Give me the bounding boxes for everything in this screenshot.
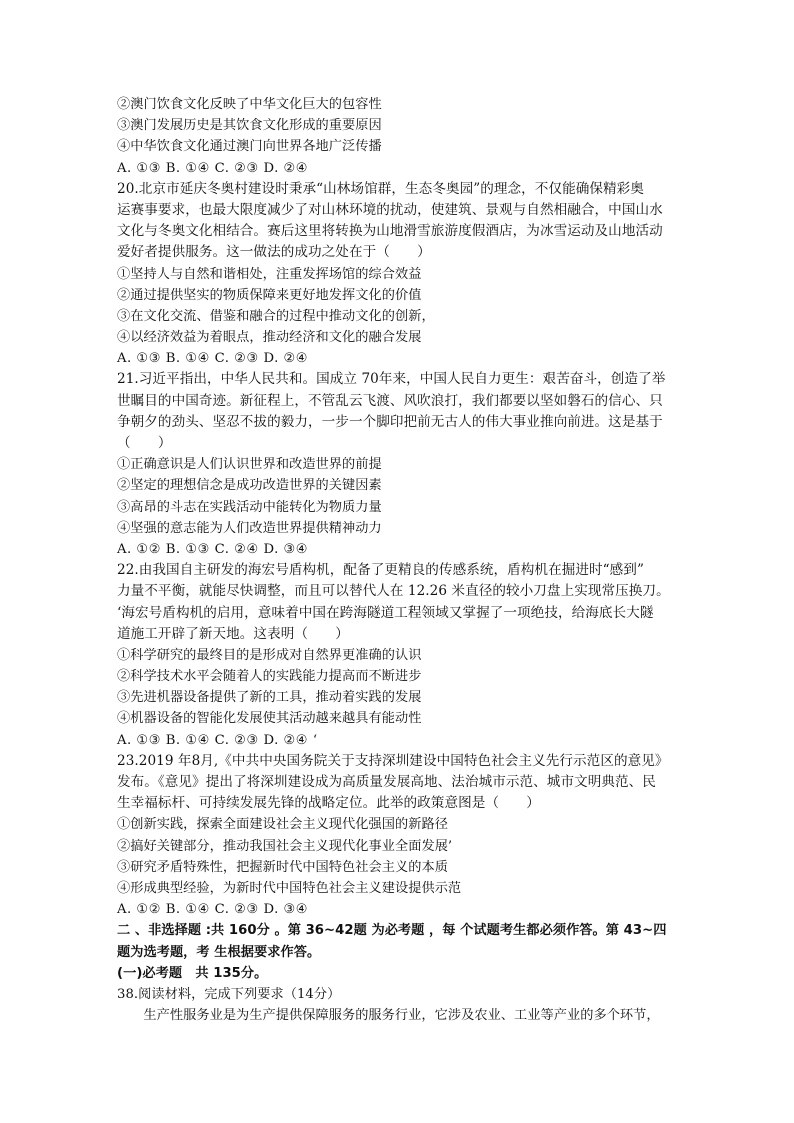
q19-option-2: ②澳门饮食文化反映了中华文化巨大的包容性 [117, 97, 382, 112]
q22-stem-line-4: 道施工开辟了新天地。这表明（ ） [117, 625, 349, 642]
q21-option-4: ④坚强的意志能为人们改造世界提供精神动力 [117, 520, 382, 536]
subsection-heading: (一)必考题 共 135分。 [117, 965, 268, 981]
q22-option-4: ④机器设备的智能化发展使其活动越来越具有能动性 [117, 711, 422, 727]
section-heading-line-1: 二 、非选择题 :共 160分 。第 36~42题 为必考题 ，每 个试题考生都必须作答。第 43~四 [117, 923, 667, 939]
q38-prompt: 38.阅读材料，完成下列要求（14分） [117, 986, 341, 1002]
q22-stem-line-1: 22.由我国自主研发的海宏号盾构机，配备了更精良的传感系统，盾构机在掘进时“感到” [117, 562, 644, 579]
q20-stem-line-4: 爱好者提供服务。这一做法的成功之处在于（ ） [117, 244, 431, 261]
q20-option-3: ③在文化交流、借鉴和融合的过程中推动文化的创新， [117, 308, 435, 324]
q23-stem-line-1: 23.2019 年8月,《中共中央国务院关于支持深圳建设中国特色社会主义先行示范区的意见》 [117, 752, 669, 769]
q19-option-3: ③澳门发展历史是其饮食文化形成的重要原因 [117, 118, 382, 134]
q22-option-1: ①科学研究的最终目的是形成对自然界更准确的认识 [117, 647, 422, 663]
q19-answer-choices: A. ①③ B. ①④ C. ②③ D. ②④ [117, 160, 309, 176]
q21-option-3: ③高昂的斗志在实践活动中能转化为物质力量 [117, 499, 382, 515]
q19-option-4: ④中华饮食文化通过澳门向世界各地广泛传播 [117, 139, 382, 155]
q23-option-3: ③研究矛盾特殊性，把握新时代中国特色社会主义的本质 [117, 859, 448, 875]
q38-material-line-1: 生产性服务业是为生产提供保障服务的服务行业，它涉及农业、工业等产业的多个环节， [143, 1008, 660, 1024]
q22-option-3: ③先进机器设备提供了新的工具，推动着实践的发展 [117, 690, 422, 706]
q23-option-1: ①创新实践，探索全面建设社会主义现代化强国的新路径 [117, 817, 448, 833]
q20-option-2: ②通过提供坚实的物质保障来更好地发挥文化的价值 [117, 287, 422, 303]
q22-stem-line-2: 力量不平衡，就能尽快调整，而且可以替代人在 12.26 米直径的较小刀盘上实现常压换刀。 [117, 583, 670, 600]
q21-stem-line-1: 21.习近平指出，中华人民共和。国成立 70年来，中国人民自力更生：艰苦奋斗，创造了举 [117, 371, 666, 388]
q20-answer-choices: A. ①③ B. ①④ C. ②③ D. ②④ [117, 351, 309, 367]
q23-stem-line-3: 生幸福标杆、可持续发展先锋的战略定位。此举的政策意图是（ ） [117, 795, 540, 812]
q21-option-2: ②坚定的理想信念是成功改造世界的关键因素 [117, 478, 382, 494]
q23-option-4: ④形成典型经验，为新时代中国特色社会主义建设提供示范 [117, 880, 462, 896]
q20-option-1: ①坚持人与自然和谐相处，注重发挥场馆的综合效益 [117, 266, 422, 282]
q20-stem-line-1: 20.北京市延庆冬奥村建设时秉承“山林场馆群，生态冬奥园”的理念，不仅能确保精彩奥 [117, 180, 644, 197]
q23-answer-choices: A. ①② B. ①④ C. ②③ D. ③④ [117, 902, 309, 918]
q21-stem-line-3: 争朝夕的劲头、坚忍不拔的毅力，一步一个脚印把前无古人的伟大事业推向前进。这是基于 [117, 413, 663, 430]
q22-stem-line-3: ‘海宏号盾构机的启用，意味着中国在跨海隧道工程领域又掌握了一项绝技，给海底长大隧 [117, 604, 654, 621]
q22-option-2: ②科学技术水平会随着人的实践能力提高而不断进步 [117, 669, 422, 685]
q20-stem-line-2: 运赛事要求，也最大限度减少了对山林环境的扰动，使建筑、景观与自然相融合，中国山水 [117, 201, 663, 218]
q22-answer-choices: A. ①③ B. ①④ C. ②③ D. ②④ ‘ [117, 732, 318, 748]
q20-stem-line-3: 文化与冬奥文化相结合。赛后这里将转换为山地滑雪旅游度假酒店，为冰雪运动及山地活动 [117, 223, 663, 240]
q20-option-4: ④以经济效益为着眼点，推动经济和文化的融合发展 [117, 330, 422, 346]
section-heading-line-2: 题为选考题，考 生根据要求作答。 [117, 944, 321, 960]
q21-answer-choices: A. ①② B. ①③ C. ②④ D. ③④ [117, 541, 309, 557]
document-page [117, 94, 683, 1026]
q21-stem-line-4: （ ） [117, 435, 172, 451]
q23-option-2: ②搞好关键部分，推动我国社会主义现代化事业全面发展’ [117, 838, 453, 854]
q21-option-1: ①正确意识是人们认识世界和改造世界的前提 [117, 457, 382, 473]
q21-stem-line-2: 世瞩目的中国奇迹。新征程上，不管乱云飞渡、风吹浪打，我们都要以坚如磐石的信心、只 [117, 392, 663, 409]
q23-stem-line-2: 发布。《意见》提出了将深圳建设成为高质量发展高地、法治城市示范、城市文明典范、民 [117, 774, 656, 790]
